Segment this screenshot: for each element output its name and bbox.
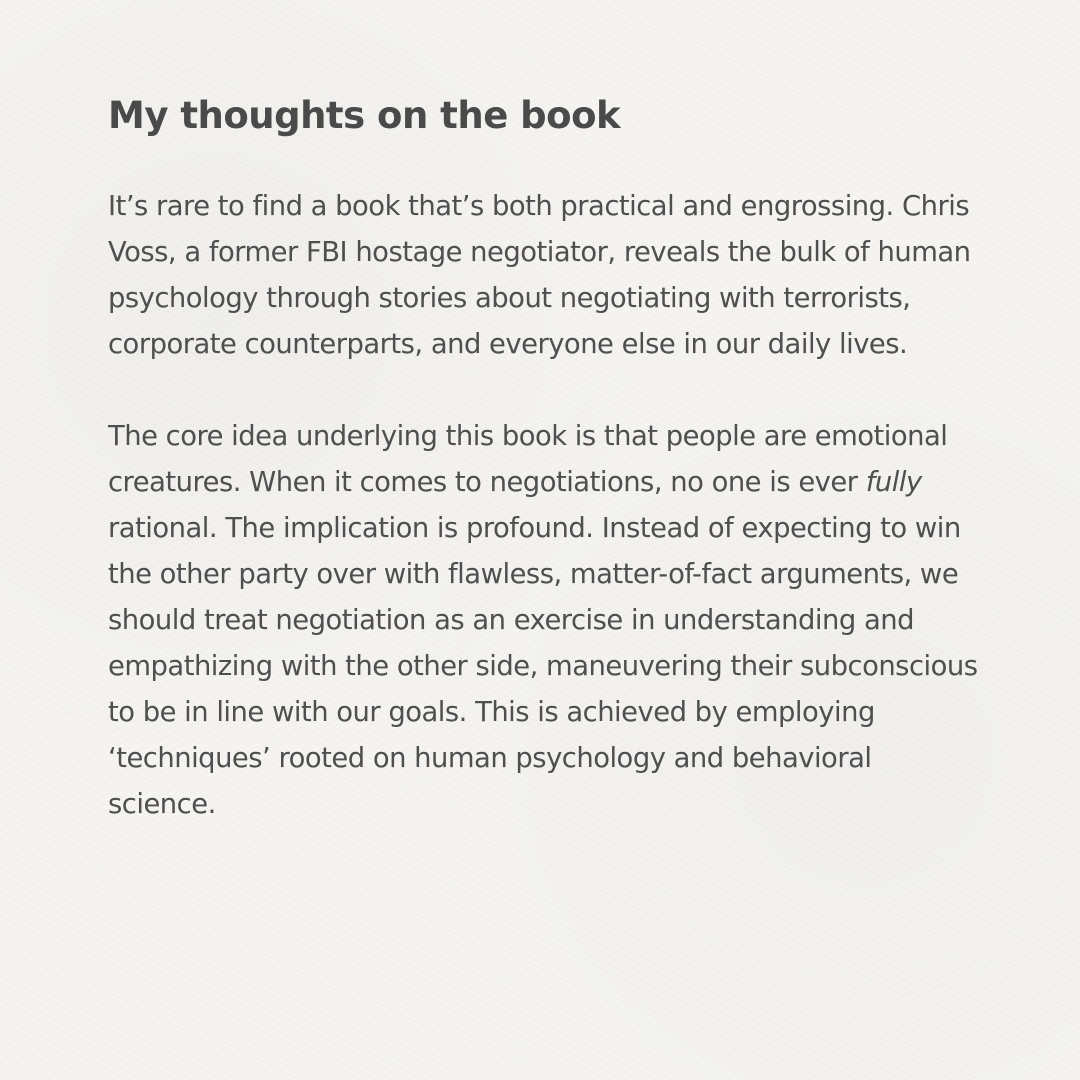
book-notes-page [108,88,1028,828]
text-line: should treat negotiation as an exercise in understanding and [108,605,914,636]
paragraph-core-idea [108,414,1028,828]
text-line-with-emphasis [108,460,1028,506]
text-line: ‘techniques’ rooted on human psychology and behavioral [108,743,872,774]
text-line: psychology through stories about negotiating with terrorists, [108,283,911,314]
text-line: empathizing with the other side, maneuvering their subconscious [108,651,978,682]
text-line: corporate counterparts, and everyone else in our daily lives. [108,329,908,360]
text-line: The core idea underlying this book is that people are emotional [108,421,948,452]
text-line: Voss, a former FBI hostage negotiator, reveals the bulk of human [108,237,971,268]
text-line: science. [108,789,216,820]
paragraph-intro [108,184,1028,368]
text-line: the other party over with flawless, matter-of-fact arguments, we [108,559,959,590]
text-line: It’s rare to find a book that’s both practical and engrossing. Chris [108,191,970,222]
emphasis-text: fully [865,467,922,498]
text-line: rational. The implication is profound. Instead of expecting to win [108,513,961,544]
page-title: My thoughts on the book [108,94,621,137]
text-line: to be in line with our goals. This is achieved by employing [108,697,875,728]
text-segment: creatures. When it comes to negotiations, no one is ever [108,467,866,498]
